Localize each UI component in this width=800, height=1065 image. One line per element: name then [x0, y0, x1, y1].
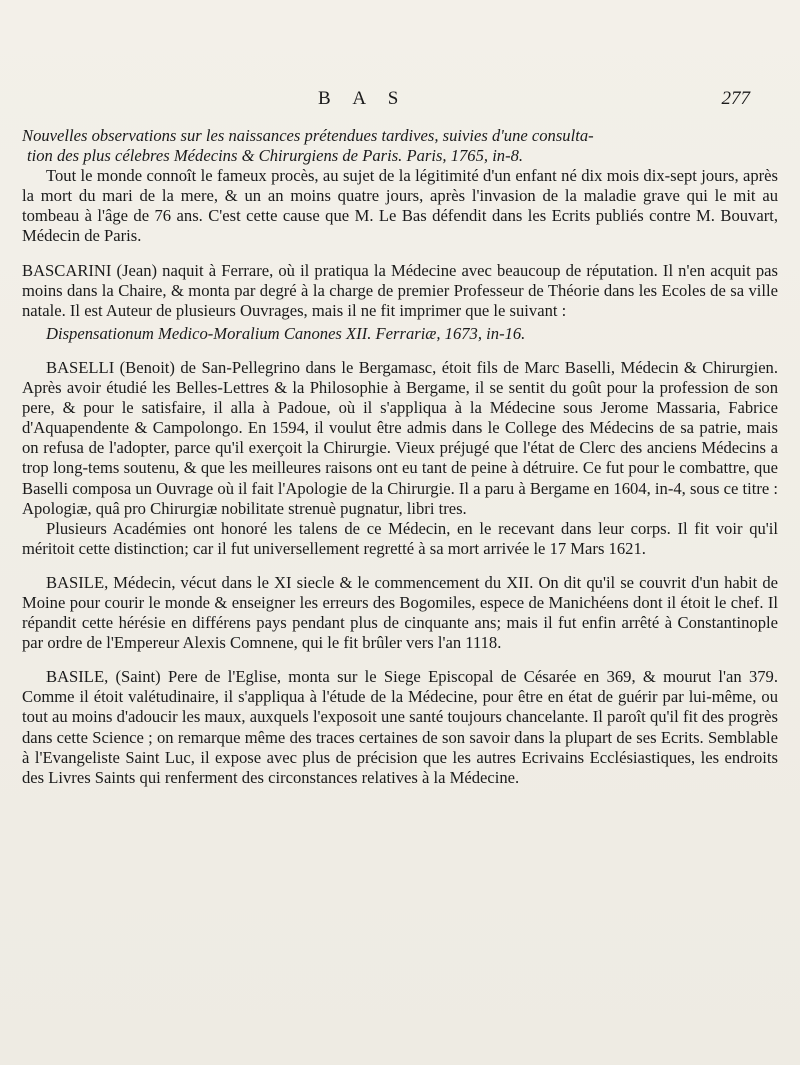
- running-head: [0, 88, 800, 118]
- running-title: B A S: [318, 88, 408, 109]
- entry-baselli: BASELLI (Benoit) de San-Pellegrino dans le Bergamasc, étoit fils de Marc Baselli, Médecin & Chirurgien. Après avoir étudié les Belles-Lettres & la Philosophie à Bergame, il se sentit du goût pour la profession de son pere, & pour le satisfaire, il alla à Padoue, où il s'appliqua à la Médecine sous Jerome Massaria, Fabrice d'Aquapendente & Campolongo. En 1594, il voulut être admis dans le College des Médecins de sa patrie, mais on refusa de l'adopter, parce qu'il exerçoit la Chirurgie. Vieux préjugé que l'état de Clerc des anciens Médecins a trop long-tems soutenu, & que les meilleures raisons ont eu tant de peine à détruire. Ce fut pour le combattre, que Baselli composa un Ouvrage où il fait l'Apologie de la Chirurgie. Il a paru à Bergame en 1604, in-4, sous ce titre : Apologiæ, quâ pro Chirurgiæ nobilitate strenuè pugnatur, libri tres.: [22, 357, 778, 518]
- paragraph-baselli-honours: Plusieurs Académies ont honoré les talens de ce Médecin, en le recevant dans leur corps. Il fit voir qu'il méritoit cette distinction; car il fut universellement regretté à sa mort arrivée le 17 Mars 1621.: [22, 518, 778, 558]
- entry-bascarini: BASCARINI (Jean) naquit à Ferrare, où il pratiqua la Médecine avec beaucoup de réputation. Il n'en acquit pas moins dans la Chaire, & monta par degré à la charge de premier Professeur de Théorie dans les Ecoles de sa ville natale. Il est Auteur de plusieurs Ouvrages, mais il ne fit imprimer que le suivant :: [22, 260, 778, 320]
- bibliographic-entry-bascarini: Dispensationum Medico-Moralium Canones XII. Ferrariæ, 1673, in-16.: [46, 323, 526, 343]
- entry-basile-medecin: BASILE, Médecin, vécut dans le XI siecle & le commencement du XII. On dit qu'il se couvrit d'un habit de Moine pour courir le monde & enseigner les erreurs des Bogomiles, espece de Manichéens dont il étoit le chef. Il répandit cette hérésie en différens pays pendant plus de cinquante ans; mais il fut enfin arrêté à Constantinople par ordre de l'Empereur Alexis Comnene, qui le fit brûler vers l'an 1118.: [22, 572, 778, 653]
- bibliographic-entry-le-bas: [22, 126, 778, 166]
- entry-basile-saint: BASILE, (Saint) Pere de l'Eglise, monta sur le Siege Episcopal de Césarée en 369, & mourut l'an 379. Comme il étoit valétudinaire, il s'appliqua à l'étude de la Médecine, pour être en état de guérir par lui-même, ou tout au moins d'adoucir les maux, auxquels l'exposoit une santé toujours chancelante. Il paroît qu'il fit des progrès dans cette Science ; on remarque même des traces certaines de son savoir dans la plupart de ses Ecrits. Semblable à l'Evangeliste Saint Luc, il expose avec plus de précision que les autres Ecrivains Ecclésiastiques, les endroits des Livres Saints qui renferment des circonstances relatives à la Médecine.: [22, 667, 778, 787]
- biblio-line-1: Nouvelles observations sur les naissances prétendues tardives, suivies d'une consulta-: [22, 126, 594, 145]
- page-body: [22, 126, 778, 788]
- paragraph-le-bas-commentary: Tout le monde connoît le fameux procès, au sujet de la légitimité d'un enfant né dix mois dix-sept jours, après la mort du mari de la mere, & un an moins quatre jours, après l'invasion de la maladie grave qui le mit au tombeau à l'âge de 76 ans. C'est cette cause que M. Le Bas défendit dans les Ecrits publiés contre M. Bouvart, Médecin de Paris.: [22, 166, 778, 246]
- biblio-line-2: tion des plus célebres Médecins & Chirurgiens de Paris. Paris, 1765, in-8.: [27, 146, 524, 166]
- page-number: 277: [721, 88, 750, 109]
